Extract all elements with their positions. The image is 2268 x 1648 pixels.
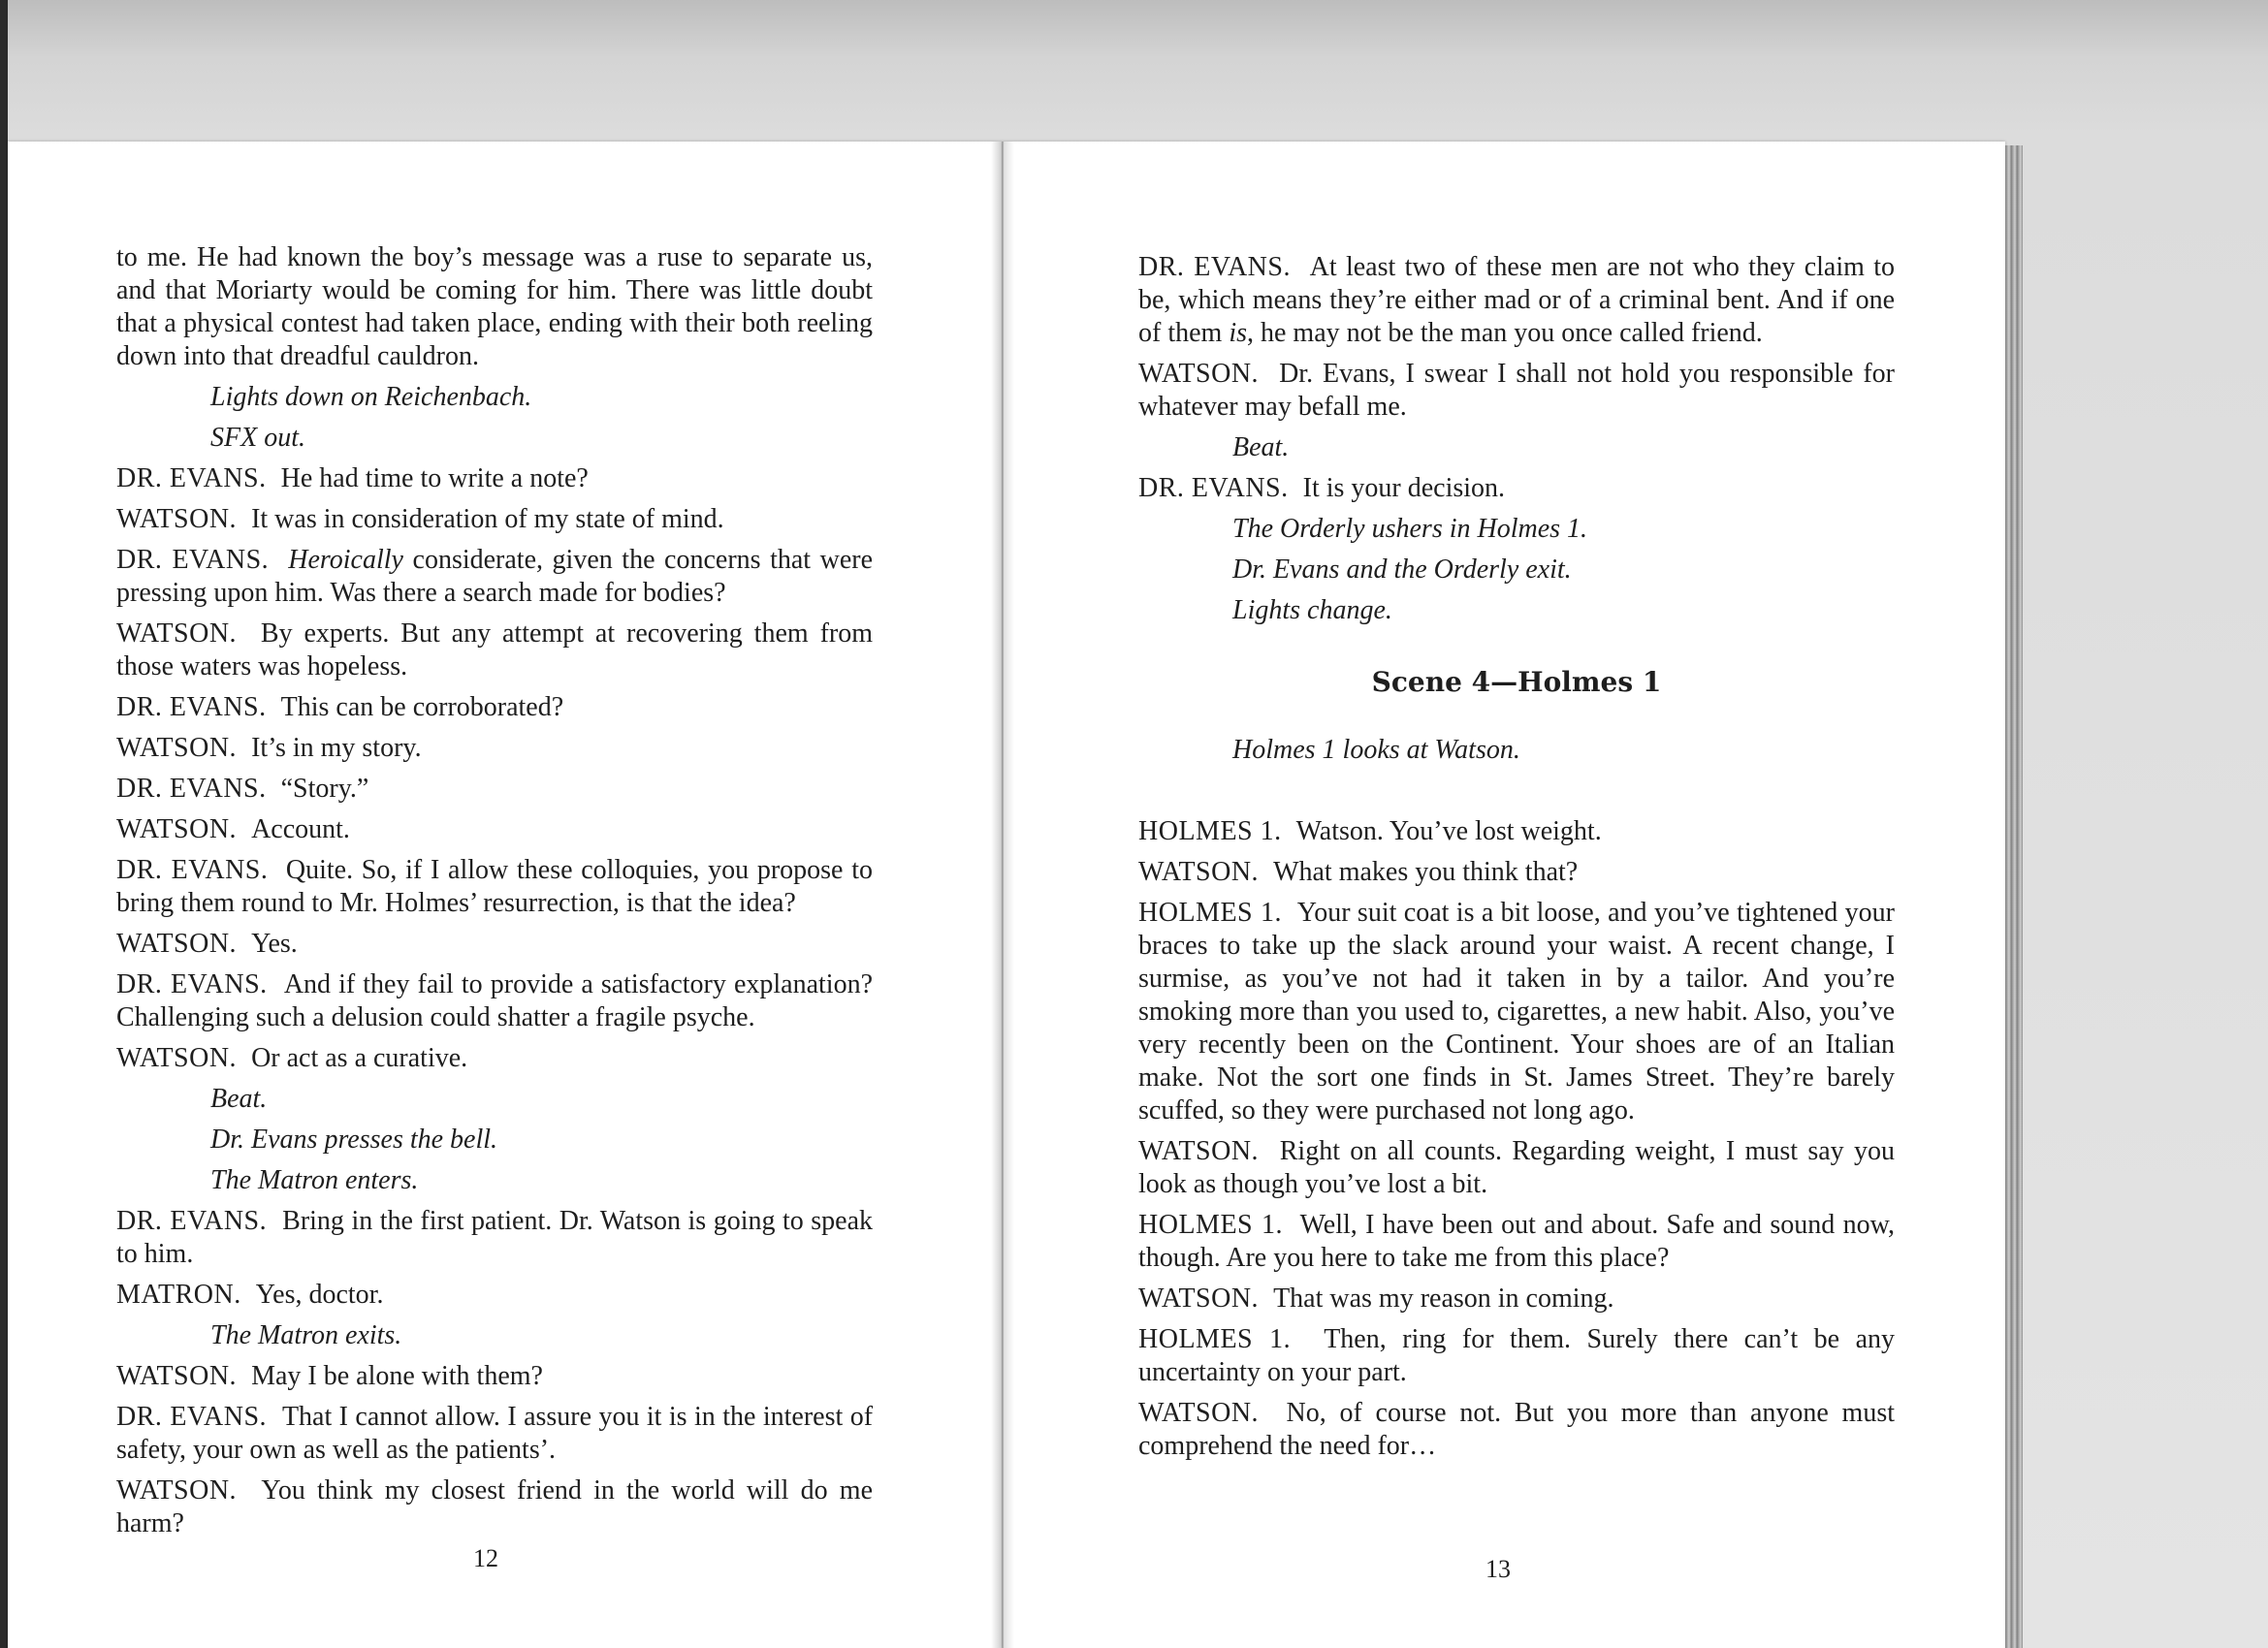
dialogue-line [1138,358,1895,424]
dialogue-text: considerate, given the concerns that were pressing upon him. Was there a search made for bodies? [116,545,874,608]
left-page-text [116,241,873,1548]
dialogue-text: It’s in my story. [251,733,422,763]
dialogue-line [116,1279,873,1312]
dialogue-text: This can be corroborated? [280,692,564,722]
speaker-name: DR. EVANS. [116,855,269,885]
speaker-name: HOLMES 1. [1138,1324,1292,1354]
speaker-name: DR. EVANS. [116,1402,268,1432]
dialogue-text: You think my closest friend in the world will do me harm? [116,1475,873,1538]
emphasis-text: Heroically [288,545,403,575]
speaker-name: DR. EVANS. [1138,473,1289,503]
speaker-name: WATSON. [116,1361,238,1391]
dialogue-text: Well, I have been out and about. Safe and sound now, though. Are you here to take me from this place? [1138,1210,1895,1273]
stage-direction: Beat. [210,1084,268,1114]
stage-direction: Beat. [1232,432,1290,462]
speaker-name: HOLMES 1. [1138,898,1283,928]
dialogue-line [116,854,873,920]
dialogue-line [116,1042,873,1075]
speaker-name: DR. EVANS. [116,692,267,722]
dialogue-text: “Story.” [280,774,369,804]
speaker-name: WATSON. [116,929,238,959]
dialogue-line [116,1205,873,1271]
dialogue-text: May I be alone with them? [251,1361,543,1391]
speaker-name: DR. EVANS. [116,774,267,804]
dialogue-text: He had time to write a note? [280,463,589,493]
dialogue-line [116,544,873,610]
speaker-name: WATSON. [116,1475,238,1505]
dialogue-line [1138,897,1895,1127]
speaker-name: DR. EVANS. [116,1206,268,1236]
page-number: 12 [473,1544,498,1572]
stage-direction: Holmes 1 looks at Watson. [1232,735,1520,765]
speaker-name: HOLMES 1. [1138,1210,1283,1240]
dialogue-line [1138,472,1895,505]
dialogue-line [116,462,873,495]
dialogue-text: Your suit coat is a bit loose, and you’ve tightened your braces to take up the slack around your waist. A recent change, I surmise, as you’ve not had it taken in by a tailor. And you’re smoking more than you used to, cigarettes, a new habit. Also, you’ve very recently been on the Continent. Your shoes are of an Italian make. Not the sort one finds in St. James Street. They’re barely scuffed, so they were purchased not long ago. [1138,898,1895,1125]
dialogue-line [116,1360,873,1393]
speaker-name: WATSON. [116,814,238,844]
dialogue-text: Yes, doctor. [255,1280,384,1310]
speaker-name: WATSON. [1138,857,1260,887]
dialogue-line [116,813,873,846]
page-number: 13 [1485,1555,1511,1583]
dialogue-text: That was my reason in coming. [1273,1284,1614,1314]
dialogue-line [116,691,873,724]
dialogue-line [116,503,873,536]
stage-direction: SFX out. [210,423,305,453]
dialogue-text: By experts. But any attempt at recovering them from those waters was hopeless. [116,618,873,681]
stage-direction: Dr. Evans presses the bell. [210,1125,498,1155]
right-page-text [1138,251,1895,1471]
dialogue-line [1138,251,1895,350]
narration-paragraph: to me. He had known the boy’s message was a ruse to separate us, and that Moriarty would be coming for him. There was little doubt that a physical contest had taken place, ending with their both reeling down into that dreadful cauldron. [116,242,873,371]
stage-direction: The Matron enters. [210,1165,419,1195]
speaker-name: MATRON. [116,1280,241,1310]
dialogue-line [116,618,873,683]
scan-edge [0,0,8,1648]
speaker-name: WATSON. [116,1043,238,1073]
dialogue-line [1138,1283,1895,1315]
dialogue-text: Yes. [251,929,298,959]
dialogue-line [1138,1135,1895,1201]
stage-direction: Lights change. [1232,595,1392,625]
dialogue-line [1138,815,1895,848]
dialogue-text: What makes you think that? [1273,857,1579,887]
dialogue-text: It was in consideration of my state of mind. [251,504,724,534]
left-page [8,142,1003,1648]
speaker-name: DR. EVANS. [116,545,270,575]
dialogue-text: Or act as a curative. [251,1043,468,1073]
dialogue-text: That I cannot allow. I assure you it is in the interest of safety, your own as well as the patients’. [116,1402,874,1465]
dialogue-text: It is your decision. [1302,473,1506,503]
right-page [1003,142,2005,1648]
dialogue-text: Watson. You’ve lost weight. [1295,816,1602,846]
dialogue-text: And if they fail to provide a satisfactory explanation? Challenging such a delusion could shatter a fragile psyche. [116,969,873,1032]
speaker-name: WATSON. [116,618,238,649]
speaker-name: WATSON. [1138,1136,1260,1166]
speaker-name: WATSON. [1138,1398,1260,1428]
dialogue-text: At least two of these men are not who they claim to be, which means they’re either mad or of a criminal bent. And if one of them is, he may not be the man you once called friend. [1138,252,1896,348]
dialogue-line [1138,856,1895,889]
page-stack-edge [2005,145,2023,1648]
dialogue-line [1138,1397,1895,1463]
speaker-name: DR. EVANS. [116,463,267,493]
dialogue-line [116,773,873,806]
scene-heading: Scene 4—Holmes 1 [1371,666,1662,698]
speaker-name: DR. EVANS. [116,969,268,999]
stage-direction: Dr. Evans and the Orderly exit. [1232,555,1572,585]
stage-direction: The Matron exits. [210,1320,402,1350]
dialogue-line [116,928,873,961]
dialogue-line [116,1474,873,1540]
speaker-name: WATSON. [116,733,238,763]
dialogue-text: No, of course not. But you more than anyone must comprehend the need for… [1138,1398,1896,1461]
speaker-name: WATSON. [1138,1284,1260,1314]
dialogue-text: Right on all counts. Regarding weight, I must say you look as though you’ve lost a bit. [1138,1136,1895,1199]
dialogue-line [116,1401,873,1467]
dialogue-text: Then, ring for them. Surely there can’t be any uncertainty on your part. [1138,1324,1895,1387]
speaker-name: HOLMES 1. [1138,816,1282,846]
dialogue-text: Dr. Evans, I swear I shall not hold you responsible for whatever may befall me. [1138,359,1896,422]
dialogue-line [116,732,873,765]
dialogue-text: Quite. So, if I allow these colloquies, you propose to bring them round to Mr. Holmes’ resurrection, is that the idea? [116,855,874,918]
stage-direction: Lights down on Reichenbach. [210,382,532,412]
dialogue-line [1138,1209,1895,1275]
dialogue-text: Account. [251,814,350,844]
dialogue-line [116,968,873,1034]
stage-direction: The Orderly ushers in Holmes 1. [1232,514,1588,544]
dialogue-text: Bring in the first patient. Dr. Watson is going to speak to him. [116,1206,874,1269]
dialogue-line [1138,1323,1895,1389]
speaker-name: WATSON. [116,504,238,534]
speaker-name: WATSON. [1138,359,1260,389]
speaker-name: DR. EVANS. [1138,252,1291,282]
